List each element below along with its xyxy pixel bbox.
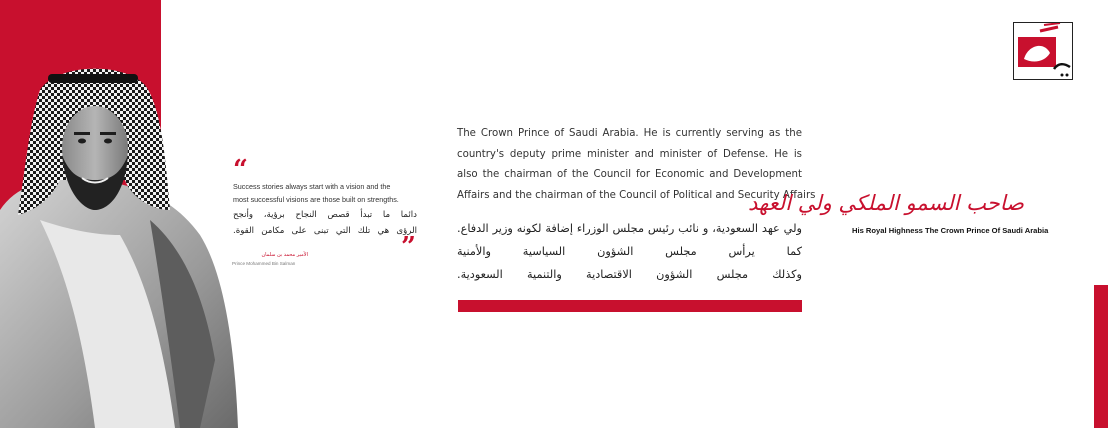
quote-signature-english: Prince Mohammed Bin Salman (232, 261, 296, 266)
logo-text (1014, 23, 1072, 79)
quote-arabic-line: دائما ما تبدأ قصص النجاح برؤية، وأنجح (233, 210, 417, 220)
bio-english-line: country's deputy prime minister and minister of Defense. He is (457, 148, 802, 160)
bio-arabic (457, 217, 802, 286)
right-red-bar (1094, 285, 1108, 428)
bio-english-line: also the chairman of the Council for Economic and Development (457, 169, 802, 180)
bio-arabic-line: كما يرأس مجلس الشؤون السياسية والأمنية (457, 245, 802, 258)
bio-arabic-line: ولي عهد السعودية، و نائب رئيس مجلس الوزراء إضافة لكونه وزير الدفاع. (457, 222, 802, 235)
quote-signature-arabic: الأمير محمد بن سلمان (261, 252, 308, 258)
title-english: His Royal Highness The Crown Prince Of Saudi Arabia (852, 226, 1049, 235)
close-quote-mark: ” (401, 232, 416, 262)
crown-prince-portrait (0, 60, 240, 428)
bio-red-underline (458, 300, 802, 312)
bio-english-line: Affairs and the chairman of the Council of Political and Security Affairs (457, 189, 816, 201)
open-quote-mark: “ (233, 155, 248, 185)
bio-english-line: The Crown Prince of Saudi Arabia. He is currently serving as the (457, 128, 802, 139)
quote-english-line: most successful visions are those built on strengths. (233, 195, 399, 204)
title-arabic: صاحب السمو الملكي ولي العهد (747, 191, 1024, 215)
quote-english-line: Success stories always start with a vision and the (233, 182, 391, 191)
quote-arabic-line: الرؤى هي تلك التي تبنى على مكامن القوة. (233, 226, 417, 236)
quote-english (233, 180, 423, 206)
quote-arabic (233, 207, 417, 239)
kalimat-logo (1013, 22, 1073, 80)
bio-arabic-line: وكذلك مجلس الشؤون الاقتصادية والتنمية السعودية. (457, 268, 802, 281)
